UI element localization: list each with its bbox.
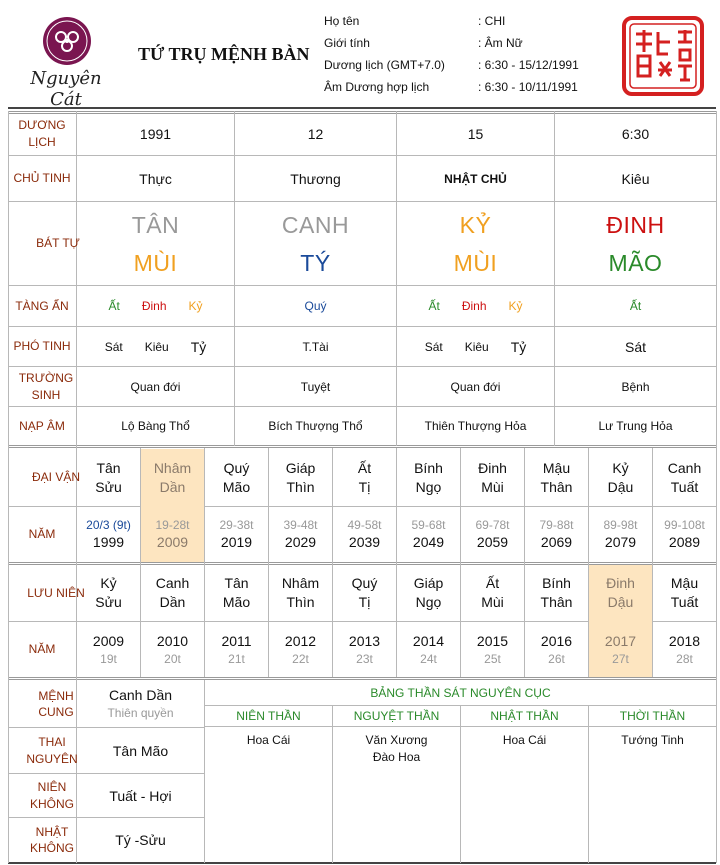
menh-cung-value: Canh Dần — [108, 687, 173, 704]
duong-lich-year: 1991 — [139, 125, 172, 142]
than-sat-title: BẢNG THẦN SÁT NGUYÊN CỤC — [370, 686, 551, 700]
truong-sinh-value: Quan đới — [130, 379, 181, 394]
dia-chi: MÃO — [608, 249, 663, 276]
thien-can: CANH — [281, 211, 350, 238]
luu-nien-year: 2017 — [604, 632, 637, 649]
dai-van-can: Ất — [357, 459, 372, 476]
than-sat-header: NGUYỆT THẦN — [353, 709, 440, 723]
thai-nguyen-value: Tân Mão — [112, 742, 169, 759]
luu-nien-year: 2009 — [92, 632, 125, 649]
tang-an-item: Ất — [428, 299, 440, 313]
luu-nien-chi: Dần — [159, 594, 186, 610]
dai-van-age: 59-68t — [411, 517, 446, 532]
dai-van-pillar — [525, 449, 588, 506]
luu-nien-can: Mậu — [670, 575, 699, 592]
tang-an-item: Kỷ — [508, 299, 523, 313]
pho-tinh-item: T.Tài — [302, 339, 329, 354]
than-sat-list — [461, 732, 588, 749]
pho-tinh-item: Tỷ — [510, 338, 527, 355]
dia-chi: MÙI — [133, 249, 178, 276]
luu-nien-pillar — [269, 565, 332, 621]
tang-an-group — [555, 286, 716, 326]
label-nap-am: NẠP ÂM — [19, 418, 65, 433]
luu-nien-can: Canh — [155, 575, 190, 592]
label-luu-nien: LƯU NIÊN — [27, 585, 85, 600]
dai-van-year-cell — [333, 507, 396, 562]
than-sat-header: NHẬT THẦN — [490, 709, 559, 723]
dai-van-can: Kỷ — [612, 459, 629, 476]
tang-an-group — [77, 286, 234, 326]
menh-cung-sub: Thiên quyền — [107, 706, 174, 721]
label-dai-van: ĐẠI VẬN — [31, 470, 80, 485]
luu-nien-pillar — [397, 565, 460, 621]
chu-tinh-value: Thương — [290, 170, 341, 187]
luu-nien-year-cell — [589, 622, 652, 677]
pho-tinh-item: Sát — [424, 339, 443, 354]
dai-van-can: Canh — [667, 459, 702, 476]
than-sat-item: Đào Hoa — [372, 750, 421, 764]
dai-van-chi: Thìn — [286, 478, 315, 495]
luu-nien-age: 19t — [100, 651, 117, 666]
luu-nien-chi: Thân — [540, 594, 573, 610]
luu-nien-can: Kỷ — [100, 575, 117, 592]
tang-an-item: Ất — [108, 299, 120, 313]
luu-nien-year-cell — [333, 622, 396, 677]
tang-an-item: Kỷ — [188, 299, 203, 313]
dai-van-pillar — [77, 449, 140, 506]
luu-nien-year-cell — [461, 622, 524, 677]
luu-nien-pillar — [461, 565, 524, 621]
luu-nien-chi: Sửu — [95, 594, 122, 610]
than-sat-item: Tướng Tinh — [621, 733, 684, 747]
dai-van-year: 2049 — [412, 534, 445, 551]
luu-nien-year: 2010 — [156, 632, 189, 649]
dai-van-age: 29-38t — [219, 517, 254, 532]
info-label: Dương lịch (GMT+7.0) — [324, 58, 445, 72]
dai-van-pillar — [141, 449, 204, 506]
than-sat-list — [589, 732, 716, 749]
dai-van-age: 20/3 (9t) — [86, 517, 131, 532]
page-title: TỨ TRỤ MỆNH BÀN — [138, 44, 310, 64]
luu-nien-pillar — [77, 565, 140, 621]
truong-sinh-value: Quan đới — [450, 379, 501, 394]
dai-van-year-cell — [589, 507, 652, 562]
dai-van-age: 49-58t — [347, 517, 382, 532]
luu-nien-year-cell — [77, 622, 140, 677]
pho-tinh-group — [235, 327, 396, 366]
truong-sinh-value: Bệnh — [621, 379, 650, 394]
dia-chi: MÙI — [453, 249, 498, 276]
pho-tinh-group — [397, 327, 554, 366]
label-luu-nien-nam: NĂM — [28, 642, 56, 657]
luu-nien-age: 20t — [164, 651, 181, 666]
dai-van-chi: Mùi — [481, 478, 504, 495]
dai-van-can: Giáp — [285, 459, 316, 476]
luu-nien-pillar — [653, 565, 716, 621]
dai-van-chi: Tuất — [670, 478, 699, 495]
dai-van-pillar — [205, 449, 268, 506]
label-chu-tinh: CHỦ TINH — [13, 171, 71, 186]
pho-tinh-item: Sát — [104, 339, 123, 354]
luu-nien-chi: Ngọ — [415, 594, 442, 610]
than-sat-list — [333, 732, 460, 766]
luu-nien-age: 25t — [484, 651, 501, 666]
dai-van-age: 89-98t — [603, 517, 638, 532]
dai-van-year: 2029 — [284, 534, 317, 551]
dai-van-year: 2079 — [604, 534, 637, 551]
label-truong-sinh: TRƯỜNG SINH — [18, 371, 74, 402]
nap-am-value: Lư Trung Hỏa — [598, 419, 673, 433]
pho-tinh-group — [77, 327, 234, 366]
dai-van-year: 1999 — [92, 534, 125, 551]
luu-nien-year: 2014 — [412, 632, 445, 649]
dai-van-year-cell — [653, 507, 716, 562]
than-sat-header: THỜI THẦN — [619, 709, 686, 723]
luu-nien-year: 2013 — [348, 632, 381, 649]
info-value: : 6:30 - 15/12/1991 — [478, 58, 579, 72]
pho-tinh-item: Kiêu — [144, 339, 169, 354]
luu-nien-chi: Tị — [358, 594, 371, 610]
dai-van-year: 2069 — [540, 534, 573, 551]
chu-tinh-value: Kiêu — [621, 170, 650, 187]
tang-an-item: Đinh — [141, 299, 167, 313]
dai-van-pillar — [589, 449, 652, 506]
dai-van-year-cell — [77, 507, 140, 562]
dai-van-chi: Thân — [540, 478, 573, 495]
luu-nien-year: 2011 — [221, 632, 252, 649]
dai-van-year-cell — [525, 507, 588, 562]
dai-van-pillar — [653, 449, 716, 506]
luu-nien-year-cell — [269, 622, 332, 677]
info-block — [324, 14, 614, 106]
nhat-chu-label: NHẬT CHỦ — [444, 171, 507, 186]
luu-nien-year-cell — [653, 622, 716, 677]
dai-van-year-cell — [461, 507, 524, 562]
luu-nien-year: 2012 — [284, 632, 317, 649]
dai-van-chi: Mão — [222, 478, 251, 495]
info-label: Âm Dương hợp lịch — [324, 80, 430, 94]
luu-nien-can: Quý — [351, 575, 378, 592]
luu-nien-age: 23t — [356, 651, 373, 666]
luu-nien-chi: Dậu — [607, 594, 634, 610]
label-tang-an: TÀNG ẨN — [15, 298, 69, 313]
pho-tinh-group — [555, 327, 716, 366]
luu-nien-age: 28t — [676, 651, 693, 666]
tang-an-item: Quý — [304, 299, 327, 313]
dai-van-age: 99-108t — [664, 517, 705, 532]
than-sat-item: Văn Xương — [365, 733, 428, 747]
dai-van-age: 39-48t — [283, 517, 318, 532]
luu-nien-year-cell — [525, 622, 588, 677]
luu-nien-year: 2018 — [668, 632, 701, 649]
label-nien-khong: NIÊN KHÔNG — [29, 780, 74, 811]
dai-van-pillar — [333, 449, 396, 506]
luu-nien-chi: Mùi — [481, 594, 504, 610]
tang-an-group — [397, 286, 554, 326]
luu-nien-age: 22t — [292, 651, 309, 666]
dai-van-age: 79-88t — [539, 517, 574, 532]
dai-van-year-cell — [397, 507, 460, 562]
dai-van-year-cell — [269, 507, 332, 562]
dai-van-can: Mậu — [542, 459, 571, 476]
dai-van-age: 19-28t — [155, 517, 190, 532]
logo — [12, 14, 120, 110]
dai-van-can: Tân — [96, 459, 121, 476]
dai-van-chi: Ngọ — [415, 478, 442, 495]
luu-nien-pillar — [589, 565, 652, 621]
dai-van-pillar — [397, 449, 460, 506]
info-value: : 6:30 - 10/11/1991 — [478, 80, 578, 94]
pho-tinh-item: Kiêu — [464, 339, 489, 354]
menh-cung-cell — [77, 681, 204, 727]
info-value: : CHI — [478, 14, 506, 28]
dai-van-year: 2019 — [220, 534, 253, 551]
seal-stamp — [622, 16, 704, 96]
dai-van-age: 69-78t — [475, 517, 510, 532]
dai-van-can: Bính — [414, 459, 443, 476]
luu-nien-age: 21t — [228, 651, 245, 666]
dai-van-year: 2089 — [668, 534, 701, 551]
label-duong-lich: DƯƠNG LỊCH — [18, 118, 66, 149]
dai-van-year: 2039 — [348, 534, 381, 551]
nien-khong-value: Tuất - Hợi — [109, 787, 172, 804]
pho-tinh-item: Sát — [624, 338, 646, 355]
dai-van-chi: Dậu — [607, 478, 634, 495]
duong-lich-month: 12 — [307, 125, 324, 142]
label-pho-tinh: PHÓ TINH — [13, 339, 71, 354]
luu-nien-chi: Mão — [222, 594, 251, 610]
tang-an-item: Đinh — [461, 299, 487, 313]
luu-nien-can: Nhâm — [281, 575, 320, 592]
luu-nien-pillar — [525, 565, 588, 621]
thien-can: KỶ — [459, 211, 492, 238]
luu-nien-can: Bính — [542, 575, 571, 592]
dai-van-year: 2009 — [156, 534, 189, 551]
dai-van-pillar — [461, 449, 524, 506]
dai-van-can: Nhâm — [153, 459, 192, 476]
label-dai-van-nam: NĂM — [28, 527, 56, 542]
dai-van-year-cell — [205, 507, 268, 562]
nap-am-value: Thiên Thượng Hỏa — [424, 419, 527, 433]
luu-nien-chi: Thìn — [286, 594, 315, 610]
luu-nien-age: 26t — [548, 651, 565, 666]
thien-can: TÂN — [131, 211, 180, 238]
info-label: Giới tính — [324, 36, 370, 50]
seal-icon — [622, 16, 704, 96]
luu-nien-can: Tân — [224, 575, 249, 592]
duong-lich-day: 15 — [467, 125, 484, 142]
than-sat-item: Hoa Cái — [502, 733, 547, 747]
dai-van-pillar — [269, 449, 332, 506]
dai-van-chi: Sửu — [95, 478, 122, 495]
luu-nien-age: 27t — [612, 651, 629, 666]
label-nhat-khong: NHẬT KHÔNG — [29, 824, 74, 855]
dai-van-can: Đinh — [478, 459, 507, 476]
tang-an-item: Ất — [629, 299, 642, 313]
than-sat-list — [205, 732, 332, 749]
luu-nien-chi: Tuất — [670, 594, 699, 610]
thien-can: ĐINH — [606, 211, 665, 238]
dai-van-chi: Tị — [358, 478, 371, 495]
brand-name: Nguyên Cát — [30, 68, 102, 110]
dai-van-chi: Dần — [159, 478, 186, 495]
label-bat-tu: BÁT TỰ — [36, 236, 80, 251]
than-sat-item: Hoa Cái — [246, 733, 291, 747]
luu-nien-year: 2015 — [476, 632, 509, 649]
dai-van-can: Quý — [223, 459, 250, 476]
luu-nien-year: 2016 — [540, 632, 573, 649]
nap-am-value: Bích Thượng Thổ — [268, 419, 363, 433]
luu-nien-pillar — [205, 565, 268, 621]
nhat-khong-value: Tý -Sửu — [115, 832, 166, 848]
than-sat-header: NIÊN THẦN — [236, 709, 301, 723]
luu-nien-year-cell — [141, 622, 204, 677]
label-menh-cung: MỆNH CUNG — [38, 688, 74, 719]
luu-nien-pillar — [333, 565, 396, 621]
dai-van-year: 2059 — [476, 534, 509, 551]
luu-nien-can: Ất — [485, 575, 500, 592]
duong-lich-hour: 6:30 — [621, 125, 650, 142]
luu-nien-age: 24t — [420, 651, 437, 666]
label-thai-nguyen: THAI NGUYÊN — [26, 735, 78, 766]
chu-tinh-value: Thực — [139, 170, 172, 187]
truong-sinh-value: Tuyệt — [300, 379, 331, 394]
luu-nien-year-cell — [397, 622, 460, 677]
nap-am-value: Lộ Bàng Thổ — [121, 419, 190, 433]
luu-nien-year-cell — [205, 622, 268, 677]
luu-nien-can: Đinh — [606, 575, 635, 592]
luu-nien-pillar — [141, 565, 204, 621]
tang-an-group — [235, 286, 396, 326]
dai-van-year-cell — [141, 507, 204, 562]
dia-chi: TÝ — [300, 249, 331, 276]
luu-nien-can: Giáp — [413, 575, 444, 592]
info-value: : Âm Nữ — [478, 36, 523, 50]
info-label: Họ tên — [324, 14, 360, 28]
pho-tinh-item: Tỷ — [190, 338, 207, 355]
